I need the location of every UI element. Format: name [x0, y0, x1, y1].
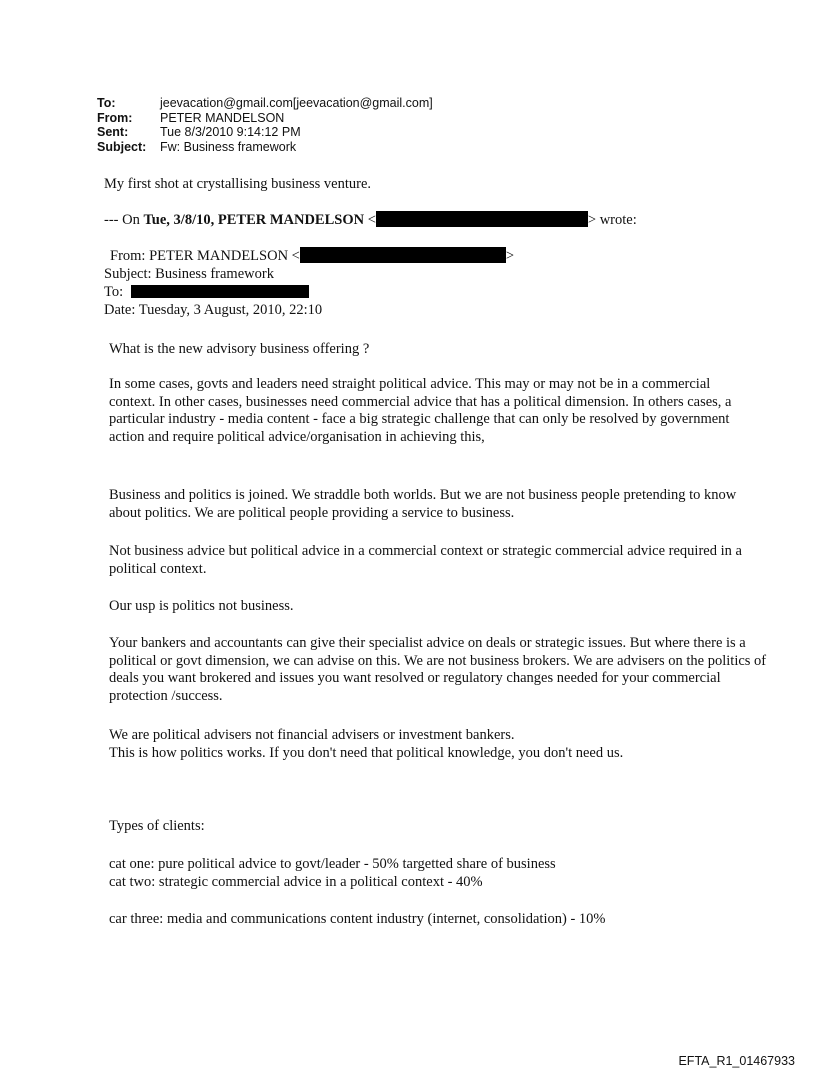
original-subject-line: Subject: Business framework	[104, 266, 274, 282]
paragraph-text: This is how politics works. If you don't need that political knowledge, you don't need us.	[109, 744, 624, 761]
header-subject-row	[97, 140, 433, 155]
paragraph-political-advisers	[109, 727, 769, 762]
original-to-line	[104, 283, 309, 301]
paragraph-text: Not business advice but political advice in a commercial context or strategic commercial advice required in a political context.	[109, 543, 742, 577]
paragraph-not-business-advice	[109, 543, 749, 578]
header-to-row	[97, 96, 433, 111]
header-to-label: To:	[97, 96, 116, 110]
paragraph-categories	[109, 856, 769, 891]
redaction-bar	[300, 247, 506, 263]
header-from-row	[97, 111, 433, 126]
original-from-line	[110, 247, 514, 265]
email-header	[97, 96, 433, 154]
forward-suffix: > wrote:	[587, 212, 637, 228]
list-item: cat one: pure political advice to govt/leader - 50% targetted share of business	[109, 856, 556, 872]
redaction-bar	[376, 211, 588, 227]
list-item: cat two: strategic commercial advice in a political context - 40%	[109, 873, 483, 890]
original-date-line: Date: Tuesday, 3 August, 2010, 22:10	[104, 302, 323, 318]
original-to-label: To:	[104, 284, 124, 300]
original-from-prefix: From: PETER MANDELSON <	[110, 248, 300, 264]
paragraph-text: Our usp is politics not business.	[109, 598, 294, 614]
header-subject-label: Subject:	[97, 139, 147, 154]
header-sent-value: Tue 8/3/2010 9:14:12 PM	[160, 125, 301, 139]
document-id: EFTA_R1_01467933	[678, 1054, 795, 1068]
header-sent-row	[97, 125, 433, 140]
list-item: car three: media and communications content industry (internet, consolidation) - 10%	[109, 911, 606, 927]
paragraph-text: Your bankers and accountants can give their specialist advice on deals or strategic issues. But where there is a political or govt dimension, we can advise on this. We are not business brokers. We are advisers on the politics of deals you want brokered and issues you want resolved or regulatory changes needed for your commercial protection /success.	[109, 635, 767, 704]
paragraph-usp	[109, 598, 749, 616]
paragraph-text: Business and politics is joined. We straddle both worlds. But we are not business people pretending to know about politics. We are political people providing a service to business.	[109, 487, 737, 521]
paragraph-category-three	[109, 911, 769, 929]
paragraph-text: What is the new advisory business offering ?	[109, 341, 370, 357]
paragraph-text: We are political advisers not financial advisers or investment bankers.	[109, 727, 515, 743]
header-from-label: From:	[97, 110, 133, 125]
forward-sender: Tue, 3/8/10, PETER MANDELSON	[143, 212, 365, 228]
header-to-value: jeevacation@gmail.com[jeevacation@gmail.com]	[160, 96, 433, 110]
header-sent-label: Sent:	[97, 125, 129, 139]
original-from-suffix: >	[505, 248, 515, 264]
paragraph-text: In some cases, govts and leaders need straight political advice. This may or may not be in a commercial context. In other cases, businesses need commercial advice that has a political dimension. In others cases, a particular industry - media content - face a big strategic challenge that can only be resolved by government action and require political advice/organisation in achieving this,	[109, 376, 732, 445]
header-from-value: PETER MANDELSON	[160, 110, 285, 125]
paragraph-cases	[109, 376, 749, 446]
intro-line: My first shot at crystallising business venture.	[104, 176, 372, 192]
paragraph-offering-question	[109, 341, 749, 359]
paragraph-client-types	[109, 818, 749, 836]
header-subject-value: Fw: Business framework	[160, 139, 297, 154]
paragraph-text: Types of clients:	[109, 818, 205, 834]
redaction-bar	[131, 285, 309, 298]
forward-prefix: --- On	[104, 212, 144, 228]
forward-line	[104, 211, 637, 229]
forward-open-bracket: <	[364, 212, 376, 228]
paragraph-bankers	[109, 635, 769, 705]
paragraph-business-politics	[109, 487, 749, 522]
